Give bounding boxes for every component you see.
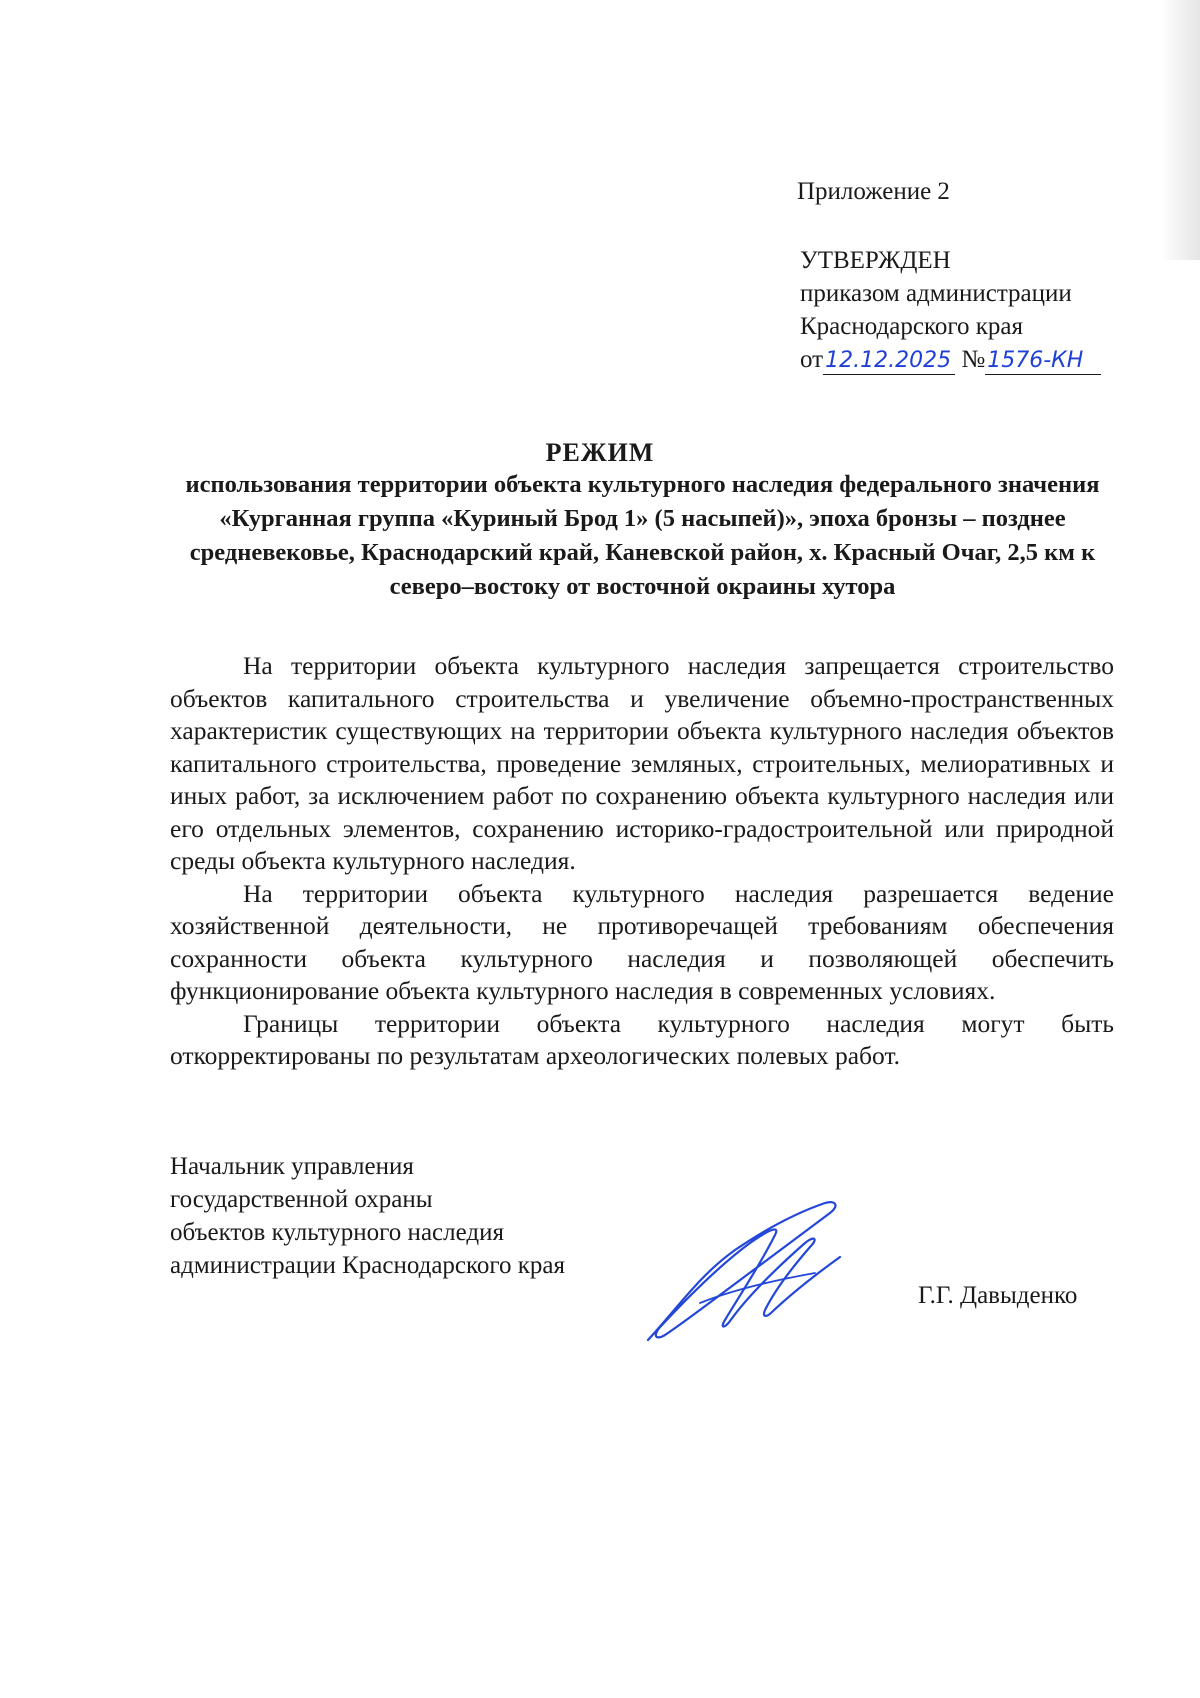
document-subtitle: использования территории объекта культурного наследия федерального значения «Курганная группа «Куриный Брод 1» (5 насыпей)», эпоха бронзы – позднее средневековье, Краснодарский край, Каневской район, х. Красный Очаг, 2,5 км к северо–востоку от восточной окраины хутора — [185, 471, 1100, 600]
number-label: № — [961, 346, 986, 373]
signer-position-line-2: государственной охраны — [170, 1186, 433, 1213]
scan-edge-shadow — [1160, 0, 1200, 260]
signer-position-line-1: Начальник управления — [170, 1153, 414, 1180]
approval-date-number-line — [800, 343, 1101, 376]
appendix-label: Приложение 2 — [797, 178, 950, 205]
document-title: РЕЖИМ — [545, 438, 655, 467]
approval-line-2: Краснодарского края — [800, 313, 1023, 340]
from-label: от — [800, 346, 824, 373]
signer-position-line-4: администрации Краснодарского края — [170, 1252, 566, 1279]
handwritten-number: 1576-КН — [985, 348, 1101, 375]
handwritten-signature — [640, 1195, 850, 1345]
document-body — [170, 650, 1114, 1073]
paragraph-prohibitions: На территории объекта культурного наследия запрещается строительство объектов капитального строительства и увеличение объемно-пространственных характеристик существующих на территории объекта культурного наследия объектов капитального строительства, проведение земляных, строительных, мелиоративных и иных работ, за исключением работ по сохранению объекта культурного наследия или его отдельных элементов, сохранению историко-градостроительной или природной среды объекта культурного наследия. — [170, 651, 1114, 875]
approved-heading: УТВЕРЖДЕН — [800, 247, 951, 274]
approval-block — [800, 244, 1101, 376]
paragraph-permissions: На территории объекта культурного наследия разрешается ведение хозяйственной деятельности, не противоречащей требованиям обеспечения сохранности объекта культурного наследия и позволяющей обеспечить функционирование объекта культурного наследия в современных условиях. — [170, 878, 1114, 1005]
handwritten-date: 12.12.2025 — [823, 348, 955, 375]
signer-position-line-3: объектов культурного наследия — [170, 1219, 504, 1246]
signer-name: Г.Г. Давыденко — [918, 1282, 1078, 1309]
approval-line-1: приказом администрации — [800, 280, 1072, 307]
paragraph-boundaries: Границы территории объекта культурного наследия могут быть откорректированы по результатам археологических полевых работ. — [170, 1008, 1114, 1070]
signer-position — [170, 1150, 565, 1282]
